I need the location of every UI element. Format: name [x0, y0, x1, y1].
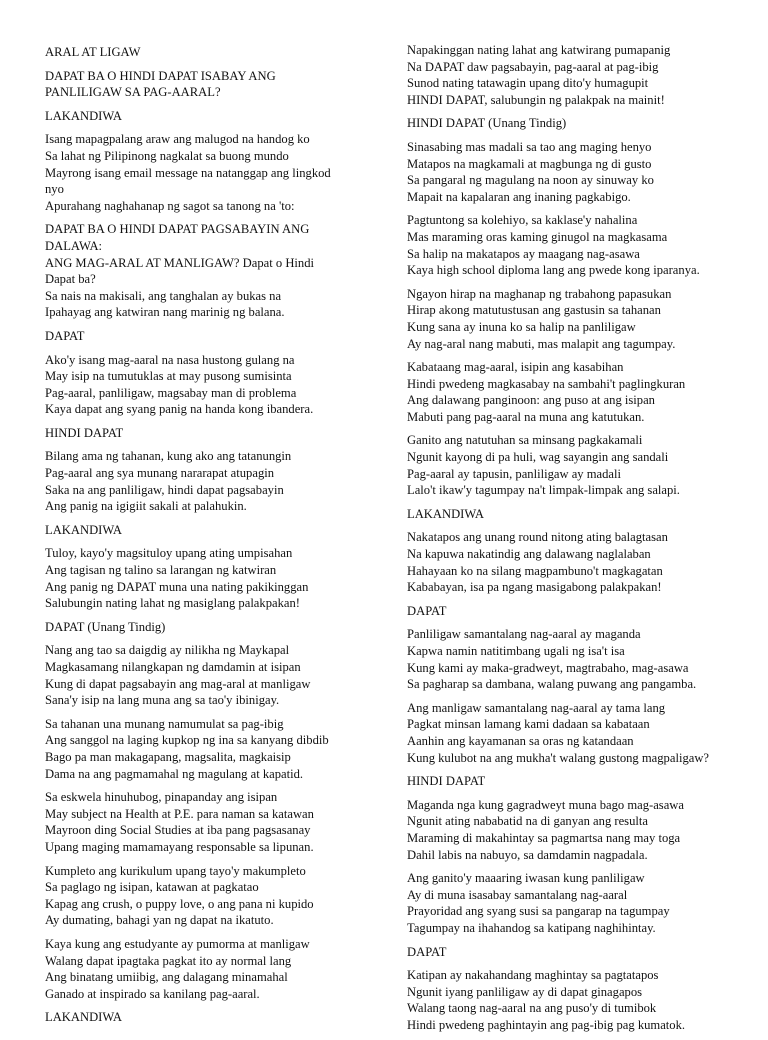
text-line: May subject na Health at P.E. para naman sa katawan [45, 806, 314, 821]
stanza [407, 286, 747, 352]
text-line: DAPAT [407, 944, 447, 959]
text-line: Hindi pwedeng paghintayin ang pag-ibig pag kumatok. [407, 1017, 686, 1032]
stanza [407, 870, 747, 936]
text-line: Kumpleto ang kurikulum upang tayo'y makumpleto [45, 863, 306, 878]
text-line: Kung sana ay inuna ko sa halip na panliligaw [407, 319, 636, 334]
text-line: Mayrong isang email message na natanggap ang lingkod [45, 165, 331, 180]
section-heading [407, 115, 747, 132]
text-line: Sana'y isip na lang muna ang sa tao'y ibinigay. [45, 693, 280, 708]
text-line: Dama na ang pagmamahal ng magulang at kapatid. [45, 766, 304, 781]
text-line: Sinasabing mas madali sa tao ang maging henyo [407, 139, 652, 154]
text-line: Ang dalawang panginoon: ang puso at ang isipan [407, 393, 655, 408]
text-line: Kaya dapat ang syang panig na handa kong ibandera. [45, 402, 314, 417]
text-line: Ang ganito'y maaaring iwasan kung panliligaw [407, 871, 645, 886]
stanza [407, 529, 747, 595]
section-heading [45, 108, 363, 125]
text-line: Kapag ang crush, o puppy love, o ang pana ni kupido [45, 896, 314, 911]
text-line: Katipan ay nakahandang maghintay sa pagtatapos [407, 968, 659, 983]
stanza [45, 716, 363, 782]
text-line: Bilang ama ng tahanan, kung ako ang tatanungin [45, 449, 292, 464]
text-line: Maganda nga kung gagradweyt muna bago mag-asawa [407, 797, 684, 812]
text-line: DALAWA: [45, 238, 103, 253]
stanza [407, 626, 747, 692]
section-heading [45, 221, 363, 321]
right-column [407, 42, 747, 1040]
text-line: ARAL AT LIGAW [45, 45, 141, 59]
text-line: Salubungin nating lahat ng masiglang palakpakan! [45, 596, 300, 611]
text-line: Ngunit ating nababatid na di ganyan ang resulta [407, 814, 648, 829]
text-line: LAKANDIWA [45, 108, 122, 123]
text-line: Hindi pwedeng magkasabay na sambahi't paglingkuran [407, 376, 686, 391]
text-line: Sunod nating tatawagin upang dito'y humagupit [407, 76, 649, 91]
text-line: Ang panig na igigiit sakali at palahukin. [45, 499, 247, 514]
text-line: HINDI DAPAT (Unang Tindig) [407, 116, 567, 131]
text-line: Kung kami ay maka-gradweyt, magtrabaho, mag-asawa [407, 660, 689, 675]
text-line: Tuloy, kayo'y magsituloy upang ating umpisahan [45, 546, 293, 561]
stanza [45, 448, 363, 514]
text-line: Walang taong nag-aaral na ang puso'y di tumibok [407, 1001, 657, 1016]
text-line: Magkasamang nilangkapan ng damdamin at isipan [45, 660, 301, 674]
section-heading [45, 68, 363, 101]
text-line: Pag-aaral ang sya munang nararapat atupagin [45, 466, 275, 481]
stanza [407, 212, 747, 278]
text-line: Sa tahanan una munang namumulat sa pag-ibig [45, 716, 284, 731]
left-column [45, 44, 363, 1033]
section-heading [45, 1009, 363, 1026]
text-line: Ganito ang natutuhan sa minsang pagkakamali [407, 433, 643, 448]
text-line: Ay dumating, bahagi yan ng dapat na ikatuto. [45, 913, 274, 928]
section-heading [45, 425, 363, 442]
text-line: Ang tagisan ng talino sa larangan ng katwiran [45, 563, 277, 578]
text-line: Pagkat minsan lamang kami dadaan sa kabataan [407, 717, 650, 732]
text-line: Kabataang mag-aaral, isipin ang kasabihan [407, 360, 624, 375]
text-line: PANLILIGAW SA PAG-AARAL? [45, 85, 221, 100]
text-line: Kapwa namin natitimbang ugali ng isa't isa [407, 644, 625, 658]
text-line: Sa eskwela hinuhubog, pinapanday ang isipan [45, 790, 278, 805]
text-line: Ang manligaw samantalang nag-aaral ay tama lang [407, 700, 666, 715]
text-line: DAPAT BA O HINDI DAPAT ISABAY ANG [45, 68, 276, 83]
text-line: Hirap akong matutustusan ang gastusin sa tahanan [407, 303, 661, 318]
text-line: Pag-aaral ay tapusin, panliligaw ay madali [407, 466, 622, 481]
text-line: Na kapuwa nakatindig ang dalawang naglalaban [407, 547, 651, 562]
text-line: DAPAT [45, 328, 85, 343]
text-line: LAKANDIWA [45, 522, 122, 537]
text-line: HINDI DAPAT, salubungin ng palakpak na mainit! [407, 92, 665, 107]
text-line: Hahayaan ko na silang magpambuno't magkagatan [407, 563, 663, 578]
text-line: Sa paglago ng isipan, katawan at pagkatao [45, 880, 259, 895]
text-line: Ako'y isang mag-aaral na nasa hustong gulang na [45, 352, 295, 367]
text-line: Sa lahat ng Pilipinong nagkalat sa buong mundo [45, 148, 289, 163]
text-line: Mayroon ding Social Studies at iba pang pagsasanay [45, 823, 311, 838]
section-heading [45, 328, 363, 345]
text-line: Lalo't ikaw'y tagumpay na't limpak-limpak ang salapi. [407, 483, 680, 498]
stanza [407, 139, 747, 205]
text-line: Ngayon hirap na maghanap ng trabahong papasukan [407, 286, 672, 301]
text-line: Sa halip na makatapos ay maagang nag-asawa [407, 246, 640, 261]
text-line: Apurahang naghahanap ng sagot sa tanong na 'to: [45, 198, 295, 213]
text-line: Nang ang tao sa daigdig ay nilikha ng Maykapal [45, 643, 290, 658]
stanza [45, 936, 363, 1002]
section-heading [407, 773, 747, 790]
text-line: HINDI DAPAT [45, 425, 124, 440]
text-line: Sa pangaral ng magulang na noon ay sinuway ko [407, 173, 654, 188]
stanza [45, 352, 363, 418]
text-line: Ang binatang umiibig, ang dalagang minamahal [45, 970, 288, 985]
text-line: Ay nag-aral nang mabuti, mas malapit ang tagumpay. [407, 336, 676, 351]
text-line: Nakatapos ang unang round nitong ating balagtasan [407, 530, 668, 545]
text-line: May isip na tumutuklas at may pusong sumisinta [45, 369, 292, 384]
text-line: Pagtuntong sa kolehiyo, sa kaklase'y nahalina [407, 213, 638, 228]
text-line: Ipahayag ang katwiran nang marinig ng balana. [45, 305, 285, 320]
text-line: Bago pa man makagapang, magsalita, magkaisip [45, 749, 291, 764]
stanza [45, 789, 363, 855]
stanza [407, 797, 747, 863]
text-line: nyo [45, 182, 64, 197]
text-line: DAPAT [407, 603, 447, 618]
stanza [407, 42, 747, 108]
section-heading [407, 506, 747, 523]
text-line: Napakinggan nating lahat ang katwirang pumapanig [407, 43, 671, 57]
text-line: Dapat ba? [45, 272, 96, 287]
text-line: DAPAT (Unang Tindig) [45, 619, 166, 634]
text-line: Upang maging mamamayang responsable sa lipunan. [45, 839, 314, 854]
text-line: ANG MAG-ARAL AT MANLIGAW? Dapat o Hindi [45, 255, 315, 270]
section-heading [45, 522, 363, 539]
text-line: Mapait na kapalaran ang inaning pagkabigo. [407, 189, 631, 204]
text-line: Ang panig ng DAPAT muna una nating pakikinggan [45, 579, 309, 594]
text-line: LAKANDIWA [45, 1010, 122, 1025]
text-line: Prayoridad ang syang susi sa pangarap na tagumpay [407, 904, 670, 919]
text-line: Aanhin ang kayamanan sa oras ng katandaan [407, 733, 634, 748]
text-line: Ganado at inspirado sa kanilang pag-aaral. [45, 986, 260, 1001]
text-line: Sa nais na makisali, ang tanghalan ay bukas na [45, 288, 282, 303]
text-line: Panliligaw samantalang nag-aaral ay maganda [407, 627, 641, 642]
section-heading [45, 44, 363, 61]
text-line: Kung kulubot na ang mukha't walang gustong magpaligaw? [407, 750, 710, 765]
text-line: Na DAPAT daw pagsabayin, pag-aaral at pag-ibig [407, 59, 659, 74]
text-line: Maraming di makahintay sa pagmartsa nang may toga [407, 830, 681, 845]
text-line: Mas maraming oras kaming ginugol na magkasama [407, 229, 668, 244]
text-line: Saka na ang panliligaw, hindi dapat pagsabayin [45, 482, 284, 497]
text-line: LAKANDIWA [407, 506, 484, 521]
text-line: Ngunit iyang panliligaw ay di dapat ginagapos [407, 984, 643, 999]
section-heading [45, 619, 363, 636]
text-line: HINDI DAPAT [407, 774, 486, 789]
text-line: Ay di muna isasabay samantalang nag-aaral [407, 887, 628, 902]
text-line: Pag-aaral, panliligaw, magsabay man di problema [45, 385, 297, 400]
text-line: Matapos na magkamali at magbunga ng di gusto [407, 156, 652, 171]
stanza [407, 432, 747, 498]
text-line: Kung di dapat pagsabayin ang mag-aral at manligaw [45, 676, 311, 691]
stanza [407, 700, 747, 766]
section-heading [407, 603, 747, 620]
text-line: Kaya kung ang estudyante ay pumorma at manligaw [45, 936, 310, 951]
section-heading [407, 944, 747, 961]
text-line: Kaya high school diploma lang ang pwede kong iparanya. [407, 263, 700, 278]
text-line: Ngunit kayong di pa huli, wag sayangin ang sandali [407, 450, 669, 465]
text-line: Isang mapagpalang araw ang malugod na handog ko [45, 132, 310, 147]
stanza [45, 545, 363, 611]
text-line: Tagumpay na ihahandog sa katipang naghihintay. [407, 920, 656, 935]
text-line: Mabuti pang pag-aaral na muna ang katutukan. [407, 409, 645, 424]
stanza [407, 359, 747, 425]
text-line: Walang dapat ipagtaka pagkat ito ay normal lang [45, 953, 292, 968]
text-line: DAPAT BA O HINDI DAPAT PAGSABAYIN ANG [45, 222, 310, 237]
stanza [45, 863, 363, 929]
text-line: Ang sanggol na laging kupkop ng ina sa kanyang dibdib [45, 733, 329, 748]
text-line: Kababayan, isa pa ngang masigabong palakpakan! [407, 580, 662, 595]
stanza [45, 642, 363, 708]
stanza [45, 131, 363, 214]
text-line: Dahil labis na nabuyo, sa damdamin nagpadala. [407, 847, 648, 862]
text-line: Sa pagharap sa dambana, walang puwang ang pangamba. [407, 677, 697, 692]
